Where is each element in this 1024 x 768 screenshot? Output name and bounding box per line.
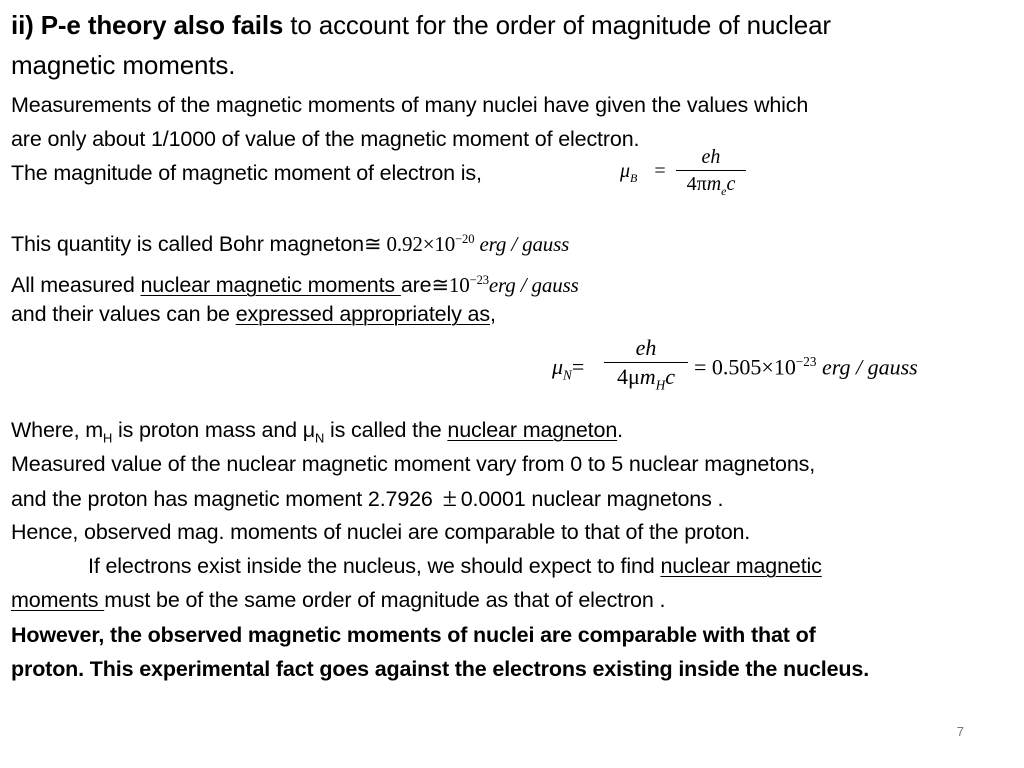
bohr-sub: B — [630, 171, 638, 185]
expressed-text-b: , — [489, 302, 496, 326]
nuclear-mu: μ — [552, 354, 564, 379]
para2-line-4: If electrons exist inside the nucleus, we should expect to find nuclear magnetic — [88, 554, 822, 578]
bohr-fraction — [676, 146, 746, 198]
bohr-numerator: eh — [701, 146, 721, 168]
bohr-fraction-bar — [676, 170, 746, 171]
para2-line-1: Measured value of the nuclear magnetic moment vary from 0 to 5 nuclear magnetons, — [11, 452, 816, 476]
conclusion-line-1: However, the observed magnetic moments of nuclei are comparable with that of — [11, 623, 816, 647]
nuclear-fraction — [604, 336, 688, 393]
nuclear-line-text-b: are — [400, 273, 432, 297]
heading-line-2: magnetic moments. — [11, 50, 236, 80]
bohr-value: ≅ $0.92\times 10^{-20}$ erg / gauss — [363, 232, 570, 256]
para2-line-3: Hence, observed mag. moments of nuclei are comparable to that of the proton. — [11, 520, 751, 544]
heading-line-1 — [11, 8, 831, 42]
nuclear-equation-rhs — [694, 354, 918, 380]
nuclear-magnetic-underlined: nuclear magnetic — [660, 554, 822, 578]
nuclear-fraction-bar — [604, 362, 688, 363]
expressed-underlined: expressed appropriately as — [235, 302, 490, 326]
plus-minus: ± — [442, 483, 457, 512]
para1-line-3: The magnitude of magnetic moment of electron is, — [11, 161, 482, 185]
bohr-equation — [620, 160, 666, 186]
nuclear-eq-value: = 0.505×10 — [694, 354, 796, 380]
heading-rest: to account for the order of magnitude of nuclear — [283, 10, 831, 40]
page-number: 7 — [956, 724, 964, 739]
bohr-line-text: This quantity is called Bohr magneton — [11, 232, 364, 256]
moments-underlined: moments — [11, 588, 105, 612]
bohr-denominator: $4\pi m_ec$ — [686, 173, 736, 198]
nuclear-eq-unit: erg / gauss — [821, 354, 918, 380]
heading-prefix: ii) P-e theory also fails — [11, 10, 284, 40]
expressed-line — [11, 297, 496, 331]
bohr-line — [11, 222, 569, 261]
nuclear-value: $≅10^{-23}erg$ / gauss — [431, 273, 579, 297]
para2-line-2: and the proton has magnetic moment 2.7926 ± 0.0001 nuclear magnetons . — [11, 483, 724, 512]
expressed-text-a: and their values can be — [11, 302, 236, 326]
nuclear-eq-exp: −23 — [795, 354, 817, 369]
para1-line-1: Measurements of the magnetic moments of many nuclei have given the values which — [11, 93, 809, 117]
bohr-equals: = — [654, 160, 666, 182]
bohr-mu: μ — [620, 160, 631, 182]
nuclear-numerator: eh — [635, 335, 657, 360]
nuclear-equation-lhs — [552, 354, 584, 383]
conclusion-line-2: proton. This experimental fact goes against the electrons existing inside the nucleus. — [11, 657, 870, 681]
nuclear-denominator: $4\mu m_Hc$ — [617, 364, 675, 393]
nuclear-equals: = — [571, 354, 585, 379]
where-line: Where, $m_H$ is proton mass and $\mu_N$ is called the nuclear magneton. — [11, 418, 623, 446]
nuclear-moments-link: nuclear magnetic moments — [140, 273, 401, 297]
para1-line-2: are only about 1/1000 of value of the magnetic moment of electron. — [11, 127, 640, 151]
para2-line-5: moments must be of the same order of magnitude as that of electron . — [11, 588, 666, 612]
nuclear-magneton-underlined: nuclear magneton — [447, 418, 618, 442]
nuclear-mu-sub: N — [563, 367, 572, 383]
nuclear-line-text-a: All measured — [11, 273, 141, 297]
